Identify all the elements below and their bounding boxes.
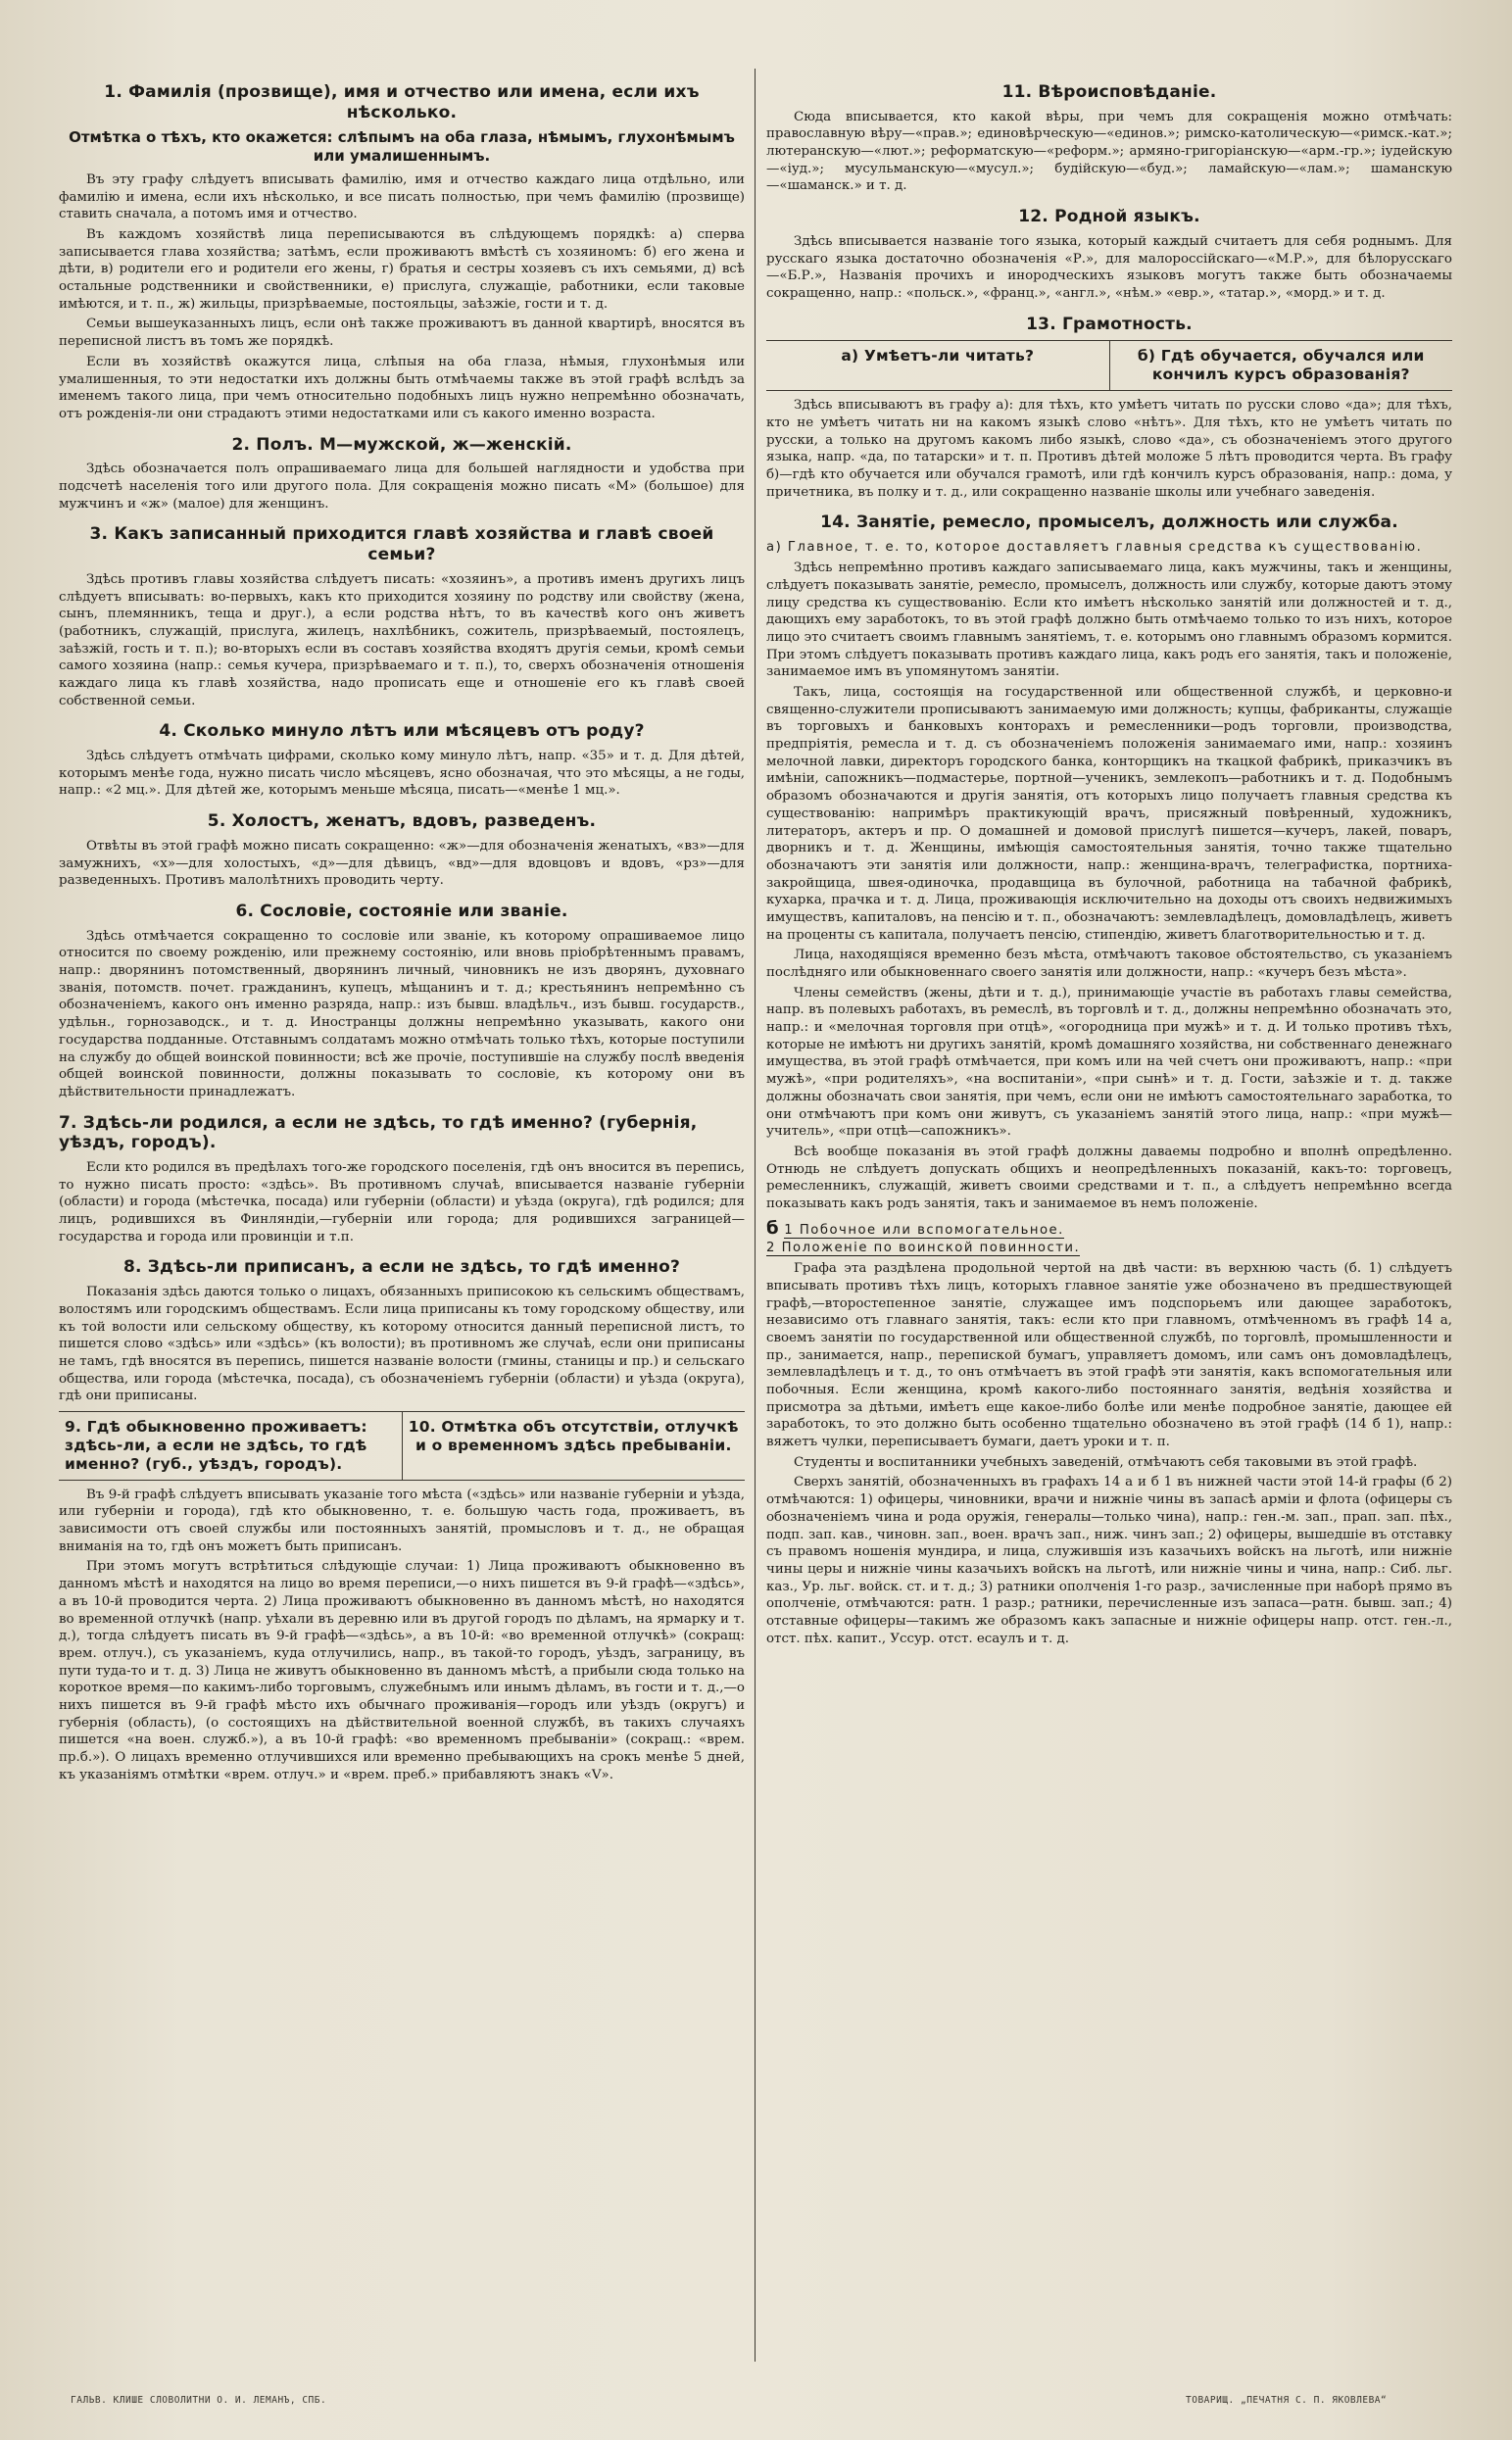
section-3-title: 3. Какъ записанный приходится главѣ хозяйства и главѣ своей семьи? [89, 524, 714, 565]
printer-credit-left: ГАЛЬВ. КЛИШЕ СЛОВОЛИТНИ О. И. ЛЕМАНЪ, СПБ. [71, 2395, 327, 2406]
section-9-paragraph-2: При этомъ могутъ встрѣтиться слѣдующіе случаи: 1) Лица проживаютъ обыкновенно въ данномъ мѣстѣ и находятся на лицо во время переписи,—о нихъ пишется въ 9-й графѣ—«здѣсь», а въ 10-й проводится черта. 2) Лица проживаютъ обыкновенно въ данномъ мѣстѣ, но находятся во временной отлучкѣ (напр. уѣхали въ деревню или въ другой городъ по дѣламъ, на ярмарку и т. д.), тогда слѣдуетъ писать въ 9-й графѣ—«здѣсь», а въ 10-й: «во временной отлучкѣ» (сокращ: врем. отлуч.), съ указаніемъ, куда отлучились, напр., въ такой-то городъ, уѣздъ, заграницу, въ пути туда-то и т. д. 3) Лица не живутъ обыкновенно въ данномъ мѣстѣ, а прибыли сюда только на короткое время—по какимъ-либо торговымъ, служебнымъ или инымъ дѣламъ, въ гости и т. д.,—о нихъ пишется въ 9-й графѣ мѣсто ихъ обычнаго проживанія—городъ или уѣздъ (округъ) и губернія (область), (о состоящихъ на дѣйствительной военной службѣ, въ такихъ случаяхъ пишется «на воен. служб.»), а въ 10-й графѣ: «во временномъ пребываніи» (сокращ.: «врем. пр.б.»). О лицахъ временно отлучившихся или временно пребывающихъ на срокъ менѣе 5 дней, къ указаніямъ отмѣтки «врем. отлуч.» и «врем. преб.» прибавляютъ знакъ «V». [59, 1559, 745, 1782]
section-9-header-cell [59, 1412, 402, 1480]
section-14-paragraph-1: Здѣсь непремѣнно противъ каждаго записываемаго лица, какъ мужчины, такъ и женщины, слѣдуетъ показывать занятіе, ремесло, промыселъ, должность или службу, которые даютъ этому лицу средства къ существованію. Если кто имѣетъ нѣсколько занятій или должностей и т. д., дающихъ ему заработокъ, то въ этой графѣ должно быть отмѣчаемо только то изъ нихъ, которое лицо это считаетъ своимъ главнымъ занятіемъ, т. е. которымъ оно главнымъ образомъ кормится. При этомъ слѣдуетъ показывать противъ каждаго лица, какъ родъ его занятія, такъ и положеніе, занимаемое имъ въ упомянутомъ занятіи. [766, 561, 1452, 680]
section-7-title: 7. Здѣсь-ли родился, а если не здѣсь, то гдѣ именно? (губернія, уѣздъ, городъ). [59, 1112, 698, 1153]
printer-credit-right: ТОВАРИЩ. „ПЕЧАТНЯ С. П. ЯКОВЛЕВА“ [1186, 2395, 1388, 2406]
section-14a-title: а) Главное, т. е. то, которое доставляетъ главныя средства къ существованію. [766, 540, 1423, 556]
section-7-paragraph-1: Если кто родился въ предѣлахъ того-же городского поселенія, гдѣ онъ вносится въ перепись, то нужно писать просто: «здѣсь». Въ противномъ случаѣ, вписывается названіе губерніи (области) и города (мѣстечка, посада) или губерніи (области) и уѣзда (округа), гдѣ родился; для лицъ, родившихся въ Финляндіи,—губерніи или города; для родившихся заграницей—государства и города или провинціи и т.п. [59, 1160, 745, 1244]
section-14-title: 14. Занятіе, ремесло, промыселъ, должность или служба. [820, 512, 1398, 533]
section-14-paragraph-6: Графа эта раздѣлена продольной чертой на двѣ части: въ верхнюю часть (б. 1) слѣдуетъ вписывать противъ тѣхъ лицъ, которыхъ главное занятіе уже обозначено въ предшествующей графѣ,—второстепенное занятіе, служащее имъ подспорьемъ или дающее заработокъ, независимо отъ главнаго занятія, такъ: если кто при главномъ, отмѣченномъ въ графѣ 14 а, своемъ занятіи по государственной или общественной службѣ, по торговлѣ, промышленности и пр., занимается, напр., перепиской бумагъ, управляетъ домомъ, или самъ онъ домовладѣлецъ, землевладѣлецъ и т. д., то онъ отмѣчаетъ въ этой графѣ эти занятія, какъ вспомогательныя или побочныя. Если женщина, кромѣ какого-либо постояннаго занятія, ведѣнія хозяйства и присмотра за дѣтьми, имѣетъ еще какое-либо болѣе или менѣе подробное занятіе, дающее ей заработокъ, то это должно быть особенно тщательно обозначено въ этой графѣ (14 б 1), напр.: вяжетъ чулки, переписываетъ бумаги, даетъ уроки и т. п. [766, 1261, 1452, 1450]
section-14b-number: б [766, 1217, 779, 1239]
section-2-title: 2. Полъ. М—мужской, ж—женскій. [231, 434, 572, 455]
section-14-paragraph-7: Студенты и воспитанники учебныхъ заведеній, отмѣчаютъ себя таковыми въ этой графѣ. [794, 1454, 1418, 1470]
section-5-title: 5. Холостъ, женатъ, вдовъ, разведенъ. [207, 811, 597, 832]
left-column [59, 71, 745, 1786]
section-14b-header [766, 1217, 1452, 1257]
section-13a-cell [766, 341, 1109, 390]
section-6-title: 6. Сословіе, состояніе или званіе. [235, 901, 568, 921]
section-10-title: 10. Отмѣтка объ отсутствіи, отлучкѣ и о временномъ здѣсь пребываніи. [408, 1418, 739, 1454]
section-13-title: 13. Грамотность. [1026, 314, 1193, 334]
section-8-title: 8. Здѣсь-ли приписанъ, а если не здѣсь, то гдѣ именно? [122, 1257, 681, 1278]
section-9-10-header [59, 1411, 745, 1481]
section-13b-cell [1109, 341, 1453, 390]
section-9-paragraph-1: Въ 9-й графѣ слѣдуетъ вписывать указаніе того мѣста («здѣсь» или названіе губерніи и уѣзда, или губерніи и города), гдѣ кто обыкновенно, т. е. большую часть года, проживаетъ, въ зависимости отъ своей службы или постоянныхъ занятій, промысловъ и т. д., не обращая вниманія на то, гдѣ онъ можетъ быть приписанъ. [59, 1487, 745, 1554]
section-14-paragraph-5: Всѣ вообще показанія въ этой графѣ должны даваемы подробно и вполнѣ опредѣленно. Отнюдь не слѣдуетъ допускать общихъ и неопредѣленныхъ показаній, какъ-то: торговецъ, ремесленникъ, служащій, живетъ своими средствами и т. п., а слѣдуетъ непремѣнно всегда показывать какъ родъ занятія, такъ и занимаемое въ немъ положеніе. [766, 1144, 1452, 1211]
section-9-title: 9. Гдѣ обыкновенно проживаетъ: здѣсь-ли, а если не здѣсь, то гдѣ именно? (губ., уѣздъ, городъ). [65, 1418, 367, 1473]
section-14b2-title: 2 Положеніе по воинской повинности. [766, 1241, 1081, 1256]
section-1-paragraph-1: Въ эту графу слѣдуетъ вписывать фамилію, имя и отчество каждаго лица отдѣльно, или фамилію и имена, если ихъ нѣсколько, и все писать полностью, при чемъ фамилію (прозвище) ставить сначала, а потомъ имя и отчество. [59, 171, 745, 222]
section-6-paragraph-1: Здѣсь отмѣчается сокращенно то сословіе или званіе, къ которому опрашиваемое лицо относится по своему рожденію, или прежнему состоянію, или вновь пріобрѣтеннымъ правамъ, напр.: дворянинъ потомственный, дворянинъ личный, чиновникъ не изъ дворянъ, духовнаго званія, потомств. почет. гражданинъ, купецъ, мѣщанинъ и т. д.; крестьянинъ непремѣнно съ обозначеніемъ, какого онъ именно разряда, напр.: изъ бывш. владѣльч., изъ бывш. государств., удѣльн., горнозаводск., и т. д. Иностранцы должны непремѣнно указывать, какого они государства подданные. Отставнымъ солдатамъ можно отмѣчать только тѣхъ, которые поступили на службу до общей воинской повинности; всѣ же прочіе, поступившіе на службу послѣ введенія общей воинской повинности, должны показывать то сословіе, къ которому они въ дѣйствительности принадлежатъ. [59, 928, 745, 1099]
section-8-paragraph-1: Показанія здѣсь даются только о лицахъ, обязанныхъ приписокою къ сельскимъ обществамъ, волостямъ или городскимъ обществамъ. Если лица приписаны къ тому городскому обществу, или къ той волости или сельскому обществу, къ которому относится данный переписной листъ, то пишется слово «здѣсь» или «здѣсь» (къ волости); въ противномъ же случаѣ, если они приписаны не тамъ, гдѣ вносятся въ перепись, пишется названіе волости (гмины, станицы и пр.) и сельскаго общества, или города (мѣстечка, посада), съ обозначеніемъ губерніи (области) и уѣзда (округа), гдѣ они приписаны. [59, 1285, 745, 1404]
section-12-title: 12. Родной языкъ. [1018, 207, 1200, 227]
section-14-paragraph-4: Члены семействъ (жены, дѣти и т. д.), принимающіе участіе въ работахъ главы семейства, напр. въ полевыхъ работахъ, въ ремеслѣ, въ торговлѣ и т. д., должны непремѣнно обозначать это, напр.: и «мелочная торговля при отцѣ», «огородница при мужѣ» и т. д. И только противъ тѣхъ, которые не имѣютъ ни другихъ занятій, кромѣ домашняго хозяйства, ни собственнаго денежнаго имущества, въ этой графѣ отмѣчается, при комъ или на чей счетъ они проживаютъ, напр.: «при мужѣ», «при родителяхъ», «на воспитаніи», «при сынѣ» и т. д. Гости, заѣзжіе и т. д. также должны обозначать свои занятія, при чемъ, если они не имѣютъ самостоятельнаго заработка, то они отмѣчаютъ при комъ они живутъ, съ указаніемъ занятій этого лица, напр.: «при мужѣ—учитель», «при отцѣ—сапожникъ». [766, 985, 1452, 1140]
section-3-paragraph-1: Здѣсь противъ главы хозяйства слѣдуетъ писать: «хозяинъ», а противъ именъ другихъ лицъ слѣдуетъ вписывать: во-первыхъ, какъ кто приходится хозяину по родству или свойству (жена, сынъ, племянникъ, теща и друг.), а если родства нѣтъ, то въ качествѣ кого онъ живетъ (работникъ, служащій, прислуга, жилецъ, нахлѣбникъ, сожитель, призрѣваемый, постоялецъ, заѣзжій, гость и т. п.); во-вторыхъ если въ составъ хозяйства входятъ другія семьи, кромѣ семьи самого хозяина (напр.: семья кучера, призрѣваемаго и т. п.), то, сверхъ обозначенія отношенія каждаго лица къ главѣ хозяйства, надо прописать еще и отношеніе его къ главѣ своей собственной семьи. [59, 571, 745, 708]
column-divider [755, 69, 756, 2362]
section-4-paragraph-1: Здѣсь слѣдуетъ отмѣчать цифрами, сколько кому минуло лѣтъ, напр. «35» и т. д. Для дѣтей, которымъ менѣе года, нужно писать число мѣсяцевъ, ясно обозначая, что это мѣсяцы, а не годы, напр.: «2 мц.». Для дѣтей же, которымъ меньше мѣсяца, писать—«менѣе 1 мц.». [59, 749, 745, 799]
section-1-paragraph-3: Семьи вышеуказанныхъ лицъ, если онѣ также проживаютъ въ данной квартирѣ, вносятся въ переписной листъ въ томъ же порядкѣ. [59, 317, 745, 350]
section-13a-title: а) Умѣетъ-ли читать? [841, 347, 1035, 366]
section-1-title: 1. Фамилія (прозвище), имя и отчество или имена, если ихъ нѣсколько. [104, 82, 700, 122]
section-4-title: 4. Сколько минуло лѣтъ или мѣсяцевъ отъ роду? [159, 721, 645, 742]
section-11-title: 11. Вѣроисповѣданіе. [1001, 82, 1217, 102]
section-14-paragraph-3: Лица, находящіяся временно безъ мѣста, отмѣчаютъ таковое обстоятельство, съ указаніемъ послѣдняго или обыкновеннаго своего занятія или должности, напр.: «кучеръ безъ мѣста». [766, 948, 1452, 981]
section-13-header [766, 340, 1452, 391]
section-11-paragraph-1: Сюда вписывается, кто какой вѣры, при чемъ для сокращенія можно отмѣчать: православную вѣру—«прав.»; единовѣрческую—«единов.»; римско-католическую—«римск.-кат.»; лютеранскую—«лют.»; реформатскую—«реформ.»; армяно-григоріанскую—«арм.-гр.»; іудейскую—«іуд.»; мусульманскую—«мусул.»; будійскую—«буд.»; ламайскую—«лам.»; шаманскую—«шаманск.» и т. д. [766, 109, 1452, 194]
section-5-paragraph-1: Отвѣты въ этой графѣ можно писать сокращенно: «ж»—для обозначенія женатыхъ, «вз»—для замужнихъ, «х»—для холостыхъ, «д»—для дѣвицъ, «вд»—для вдовцовъ и вдовъ, «рз»—для разведенныхъ. Противъ малолѣтнихъ проводить черту. [59, 838, 745, 889]
section-1-paragraph-2: Въ каждомъ хозяйствѣ лица переписываются въ слѣдующемъ порядкѣ: а) сперва записывается глава хозяйства; затѣмъ, если проживаютъ вмѣстѣ съ хозяиномъ: б) его жена и дѣти, в) родители его и родители его жены, г) братья и сестры хозяевъ съ ихъ семьями, д) всѣ остальные родственники и свойственники, е) прислуга, служащіе, работники, если таковые имѣются, и т. п., ж) жильцы, призрѣваемые, постояльцы, заѣзжіе, гости и т. д. [59, 227, 745, 312]
right-column [766, 71, 1452, 1650]
section-10-header-cell [402, 1412, 746, 1480]
section-1-subtitle: Отмѣтка о тѣхъ, кто окажется: слѣпымъ на оба глаза, нѣмымъ, глухонѣмымъ или умалишеннымъ. [69, 128, 735, 166]
section-13-paragraph-1: Здѣсь вписываютъ въ графу а): для тѣхъ, кто умѣетъ читать по русски слово «да»; для тѣхъ, кто не умѣетъ читать ни на какомъ языкѣ слово «нѣтъ». Для тѣхъ, кто не умѣетъ читать по русски, а только на другомъ какомъ либо языкѣ, слово «да», съ обозначеніемъ этого другого языка, напр. «да, по татарски» и т. п. Противъ дѣтей моложе 5 лѣтъ проводится черта. Въ графу б)—гдѣ кто обучается или обучался грамотѣ, или гдѣ кончилъ курсъ образованія, напр.: дома, у причетника, въ полку и т. д., или сокращенно названіе школы или учебнаго заведенія. [766, 398, 1452, 500]
section-12-paragraph-1: Здѣсь вписывается названіе того языка, который каждый считаетъ для себя роднымъ. Для русскаго языка достаточно обозначенія «Р.», для малороссійскаго—«М.Р.», для бѣлорусскаго—«Б.Р.», Названія прочихъ и инородческихъ языковъ могутъ также быть обозначаемы сокращенно, напр.: «польск.», «франц.», «англ.», «нѣм.» «евр.», «татар.», «морд.» и т. д. [766, 233, 1452, 301]
section-14-paragraph-8: Сверхъ занятій, обозначенныхъ въ графахъ 14 а и б 1 въ нижней части этой 14-й графы (б 2) отмѣчаются: 1) офицеры, чиновники, врачи и нижніе чины въ запасѣ арміи и флота (офицеры съ обозначеніемъ чина и рода оружія, генералы—только чина), напр.: ген.-м. зап., прап. зап. пѣх., подп. зап. кав., чиновн. зап., воен. врачъ зап., ниж. чинъ зап.; 2) офицеры, вышедшіе въ отставку съ правомъ ношенія мундира, и лица, служившія изъ казачьихъ войскъ на льготѣ, или нижніе чины церы и нижніе чины казачьихъ войскъ на льготѣ, или нижніе чины и чина, напр.: Сиб. льг. каз., Ур. льг. войск. ст. и т. д.; 3) ратники ополченія 1-го разр., зачисленные при наборѣ прямо въ ополченіе, отмѣчаются: ратн. 1 разр.; ратники, перечисленные изъ запаса—ратн. бывш. зап.; 4) отставные офицеры—такимъ же образомъ какъ запасные и нижніе офицеры напр. отст. ген.-л., отст. пѣх. капит., Уссур. отст. есаулъ и т. д. [766, 1475, 1452, 1646]
section-14-paragraph-2: Такъ, лица, состоящія на государственной или общественной службѣ, и церковно-и священно-служители прописываютъ занимаемую ими должность; купцы, фабриканты, служащіе въ торговыхъ и банковыхъ конторахъ и ремесленники—родъ торговли, производства, предпріятія, ремесла и т. д. съ обозначеніемъ положенія занимаемаго ими, напр.: хозяинъ мелочной лавки, директоръ городского банка, конторщикъ на ткацкой фабрикѣ, приказчикъ въ имѣніи, сапожникъ—подмастерье, портной—ученикъ, землекопъ—работникъ и т. д. Подобнымъ образомъ обозначаются и другія занятія, отъ которыхъ лицо получаетъ главныя средства къ существованію: напримѣръ практикующій врачъ, присяжный повѣренный, художникъ, литераторъ, актеръ и пр. О домашней и домовой прислугѣ пишется—кучеръ, лакей, поваръ, дворникъ и т. д. Женщины, имѣющія самостоятельныя занятія, точно также тщательно обозначаютъ эти занятія или должности, напр.: женщина-врачъ, телеграфистка, портниха-закройщица, швея-одиночка, продавщица въ булочной, работница на табачной фабрикѣ, кухарка, прачка и т. д. Лица, проживающія исключительно на доходы отъ своихъ недвижимыхъ имуществъ, капиталовъ, на пенсію и т. п., обозначаютъ: землевладѣлецъ, домовладѣлецъ, живетъ на проценты съ капитала, получаетъ пенсію, стипендію, живетъ благотворительностью и т. д. [766, 685, 1452, 943]
section-1-paragraph-4: Если въ хозяйствѣ окажутся лица, слѣпыя на оба глаза, нѣмыя, глухонѣмыя или умалишенныя, то эти недостатки ихъ должны быть отмѣчаемы также въ этой графѣ вслѣдъ за именемъ такого лица, при чемъ относительно подобныхъ лицъ нужно непремѣнно обозначать, отъ рожденія-ли они страдаютъ этими недостатками или съ какого именно возраста. [59, 354, 745, 421]
section-14b1-title: 1 Побочное или вспомогательное. [784, 1222, 1064, 1238]
section-13b-title: б) Гдѣ обучается, обучался или кончилъ курсъ образованія? [1137, 347, 1425, 384]
section-2-paragraph-1: Здѣсь обозначается полъ опрашиваемаго лица для большей наглядности и удобства при подсчетѣ населенія того или другого пола. Для сокращенія можно писать «М» (большое) для мужчинъ и «ж» (малое) для женщинъ. [59, 462, 745, 512]
